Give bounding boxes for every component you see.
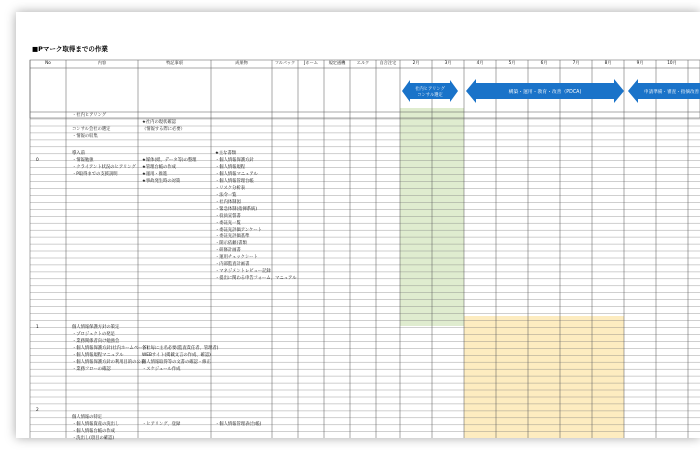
section0-deliverable-5: ・リスク分析表	[215, 185, 245, 191]
section1-note-4: ・スケジュール作成	[142, 366, 181, 372]
section2-content-2: ・個人情報資産の洗出し	[72, 421, 120, 427]
section0-deliverable-7: ・社内体制図	[215, 199, 241, 205]
section1-no: 1	[36, 325, 39, 330]
section1-note-2: WEBサイト(掲載文言の作成、確認)	[142, 352, 211, 358]
section2-content-4: ・洗出し(項目の確認)	[72, 435, 115, 441]
section0-deliverable-10: ・委託先一覧	[215, 220, 241, 226]
phase-arrow-1-label-1: 社内ヒアリング	[415, 87, 445, 92]
section0-deliverable-1: ・個人情報保護方針	[215, 158, 254, 163]
header-month-sep: 9月	[636, 60, 644, 65]
section0-deliverable-11: ・委託先評価アンケート	[215, 227, 263, 233]
section2-note-1: ・ヒアリング、登録	[142, 422, 181, 427]
section0-note-4: ★事故発生時の対策	[142, 178, 181, 184]
top-content-3: ・情報の収集	[72, 134, 98, 139]
header-elk: エルク	[356, 60, 370, 65]
header-content: 内容	[97, 60, 107, 65]
header-month-jul: 7月	[572, 60, 580, 65]
top-note-2: （情報する際に必要）	[142, 127, 185, 132]
section0-deliverable-16: ・内部監査計画書	[215, 262, 250, 268]
section0-deliverable-9: ・役員宣誓書	[215, 213, 241, 219]
section0-note-3: ★運用・推進	[142, 171, 168, 177]
section0-intro: 導入前	[72, 151, 85, 156]
section0-content-2: ・クライアント状況のヒアリング	[72, 164, 136, 170]
header-month-apr: 4月	[476, 60, 484, 65]
section0-deliverables-head: ★主な書類	[215, 151, 237, 156]
section2-no: 2	[36, 408, 39, 413]
header-standard: 規定通機	[328, 60, 346, 65]
section1-content-5: ・個人情報規程マニュアル	[72, 352, 124, 358]
phase-arrow-1-label-2: コンサル選定	[417, 93, 443, 98]
header-month-mar: 3月	[444, 60, 452, 65]
section0-content-3: ・P取得までの支援説明	[72, 171, 118, 177]
section0-deliverable-14: ・研修計画書	[215, 248, 241, 254]
phase-arrow-3-label: 申請準備・審査・指摘改善	[644, 90, 700, 95]
top-content-2: コンサル会社の選定	[72, 127, 111, 132]
section1-content-4: ・個人情報保護方針(社内ホームページ)	[72, 345, 149, 351]
phase-arrow-1	[402, 80, 458, 102]
section0-no: 0	[36, 158, 39, 163]
spreadsheet-page	[16, 12, 700, 441]
header-deliverables: 成果物	[235, 60, 248, 65]
header-month-may: 5月	[508, 60, 516, 65]
header-month-oct: 10月	[667, 60, 677, 65]
section2-content-1: 個人情報の特定	[72, 415, 103, 420]
section1-content-1: 個人情報保護方針の策定	[72, 325, 120, 330]
section0-deliverable-6: ・法令一覧	[215, 192, 237, 198]
phase-arrow-2-label: 構築・運用・教育・改善（PDCA)	[508, 90, 582, 95]
top-note-1: ★社内の現状確認	[142, 120, 176, 125]
header-fullpack: フルパック	[274, 60, 296, 65]
section0-content-1: ・情報勉強	[72, 158, 94, 163]
section1-content-7: ・業務フローの確認	[72, 366, 111, 372]
header-month-aug: 8月	[604, 60, 612, 65]
section0-deliverable-18: ・提出に関わる申告フォーム、マニュアル	[215, 276, 297, 282]
phase-arrow-2	[466, 79, 624, 103]
header-jhome: Jホーム	[304, 60, 318, 65]
section0-deliverable-2: ・個人情報規程	[215, 164, 246, 170]
top-content-1: ・社内ヒアリング	[72, 113, 107, 118]
header-month-feb: 2月	[412, 60, 420, 65]
section2-deliverable-1: ・個人情報管理表(台帳)	[215, 422, 262, 427]
section0-deliverable-17: ・マネジメントレビュー記録	[215, 269, 271, 275]
section0-deliverable-13: ・開示依頼(書類	[215, 241, 247, 247]
header-no: No	[45, 60, 51, 65]
phase-arrow-3	[628, 79, 700, 103]
sheet-title: ■Pマーク取得までの作業	[32, 45, 108, 53]
section0-deliverable-8: ・緊急体制(指揮系統)	[215, 206, 258, 212]
section0-deliverable-4: ・個人情報管理台帳	[215, 178, 254, 184]
section0-deliverable-12: ・委託先評価基準	[215, 234, 250, 240]
header-selfbuild: 自合注宅	[379, 60, 397, 65]
section2-content-3: ・個人情報台帳の作成	[72, 428, 115, 434]
section1-content-3: ・業務関係者向け勉強会	[72, 338, 120, 344]
header-month-jun: 6月	[540, 60, 548, 65]
section0-note-2: ★管理台帳の作成	[142, 164, 176, 170]
section0-deliverable-3: ・個人情報マニュアル	[215, 171, 258, 177]
section1-note-3: 個人情報取得等の文書の確認・修正	[142, 359, 211, 365]
section0-note-1: ★媒体(紙、データ等)の整理	[142, 158, 197, 163]
section0-deliverable-15: ・運用チェックシート	[215, 255, 258, 261]
section1-note-1: 各社毎に主名必要(監査責任者、管理者)	[142, 346, 219, 351]
header-notes: 特記事項	[166, 60, 183, 65]
section1-content-6: ・個人情報保護方針の利用目的の公表	[72, 359, 146, 365]
schedule-grid	[16, 12, 700, 438]
section1-content-2: ・プロジェクトの発足	[72, 331, 115, 337]
